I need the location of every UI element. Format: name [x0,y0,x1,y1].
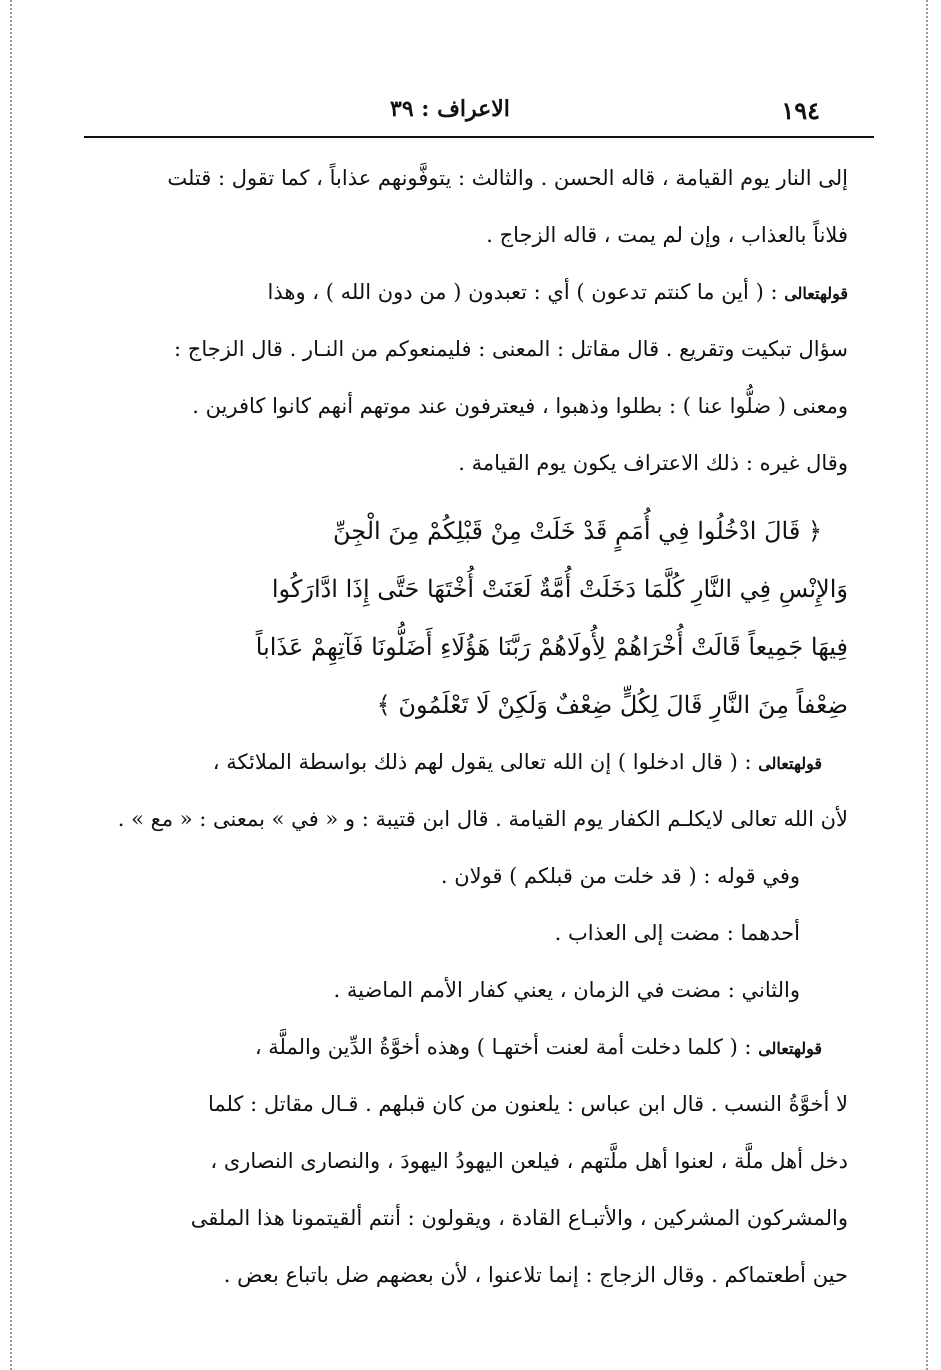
verse-line: ﴿ قَالَ ادْخُلُوا فِي أُمَمٍ قَدْ خَلَتْ مِنْ قَبْلِكُمْ مِنَ الْجِنِّ [332,517,822,545]
commentary-label: قولهتعالى [784,284,848,303]
commentary-label: قولهتعالى [758,754,822,773]
page-body [100,150,848,1304]
text-line [100,734,848,791]
verse-line: فِيهَا جَمِيعاً قَالَتْ أُخْرَاهُمْ لِأُولَاهُمْ رَبَّنَا هَؤُلَاءِ أَضَلُّونَا فَآتِهِمْ عَذَاباً [255,633,848,661]
commentary-label: قولهتعالى [758,1039,822,1058]
verse-line: وَالإِنْسِ فِي النَّارِ كُلَّمَا دَخَلَتْ أُمَّةٌ لَعَنَتْ أُخْتَهَا حَتَّى إِذَا ادَّارَكُوا [271,575,848,603]
text-segment: : ( كلما دخلت أمة لعنت أختهـا ) وهذه أخوَّةُ الدِّين والملَّة ، [254,1035,752,1059]
text-line: لا أخوَّةُ النسب . قال ابن عباس : يلعنون من كان قبلهم . قـال مقاتل : كلما [207,1092,848,1116]
text-line: والثاني : مضت في الزمان ، يعني كفار الأمم الماضية . [333,978,800,1002]
text-line [100,264,848,321]
text-line [100,1019,848,1076]
text-segment: : ( أين ما كنتم تدعون ) أي : تعبدون ( من دون الله ) ، وهذا [267,280,778,304]
paragraph-gap [100,492,848,502]
text-line: ومعنى ( ضلُّوا عنا ) : بطلوا وذهبوا ، فيعترفون عند موتهم أنهم كانوا كافرين . [192,394,848,418]
page-number: ١٩٤ [781,96,820,125]
text-line: والمشركون المشركين ، والأتبـاع القادة ، ويقولون : أنتم ألقيتمونا هذا الملقى [190,1206,848,1230]
text-line: دخل أهل ملَّة ، لعنوا أهل ملَّتهم ، فيلعن اليهودُ اليهودَ ، والنصارى النصارى ، [210,1149,848,1173]
running-title: الاعراف : ٣٩ [390,96,510,122]
header-rule [84,136,874,138]
quran-verse [100,502,848,734]
verse-line: ضِعْفاً مِنَ النَّارِ قَالَ لِكُلٍّ ضِعْفٌ وَلَكِنْ لَا تَعْلَمُونَ ﴾ [376,691,848,719]
text-line: وقال غيره : ذلك الاعتراف يكون يوم القيامة . [458,451,848,475]
text-line: سؤال تبكيت وتقريع . قال مقاتل : المعنى : فليمنعوكم من النـار . قال الزجاج : [174,337,848,361]
text-line: لأن الله تعالى لايكلـم الكفار يوم القيامة . قال ابن قتيبة : و « في » بمعنى : « مع » . [117,807,848,831]
text-line: أحدهما : مضت إلى العذاب . [554,921,800,945]
text-line: وفي قوله : ( قد خلت من قبلكم ) قولان . [440,864,800,888]
right-page-edge [926,0,928,1370]
text-segment: : ( قال ادخلوا ) إن الله تعالى يقول لهم ذلك بواسطة الملائكة ، [212,750,752,774]
text-line: إلى النار يوم القيامة ، قاله الحسن . والثالث : يتوفَّونهم عذاباً ، كما تقول : قتلت [167,166,848,190]
text-line: حين أطعتماكم . وقال الزجاج : إنما تلاعنوا ، لأن بعضهم ضل باتباع بعض . [223,1263,848,1287]
left-page-edge [10,0,12,1370]
page-header [90,92,850,132]
text-line: فلاناً بالعذاب ، وإن لم يمت ، قاله الزجاج . [486,223,848,247]
